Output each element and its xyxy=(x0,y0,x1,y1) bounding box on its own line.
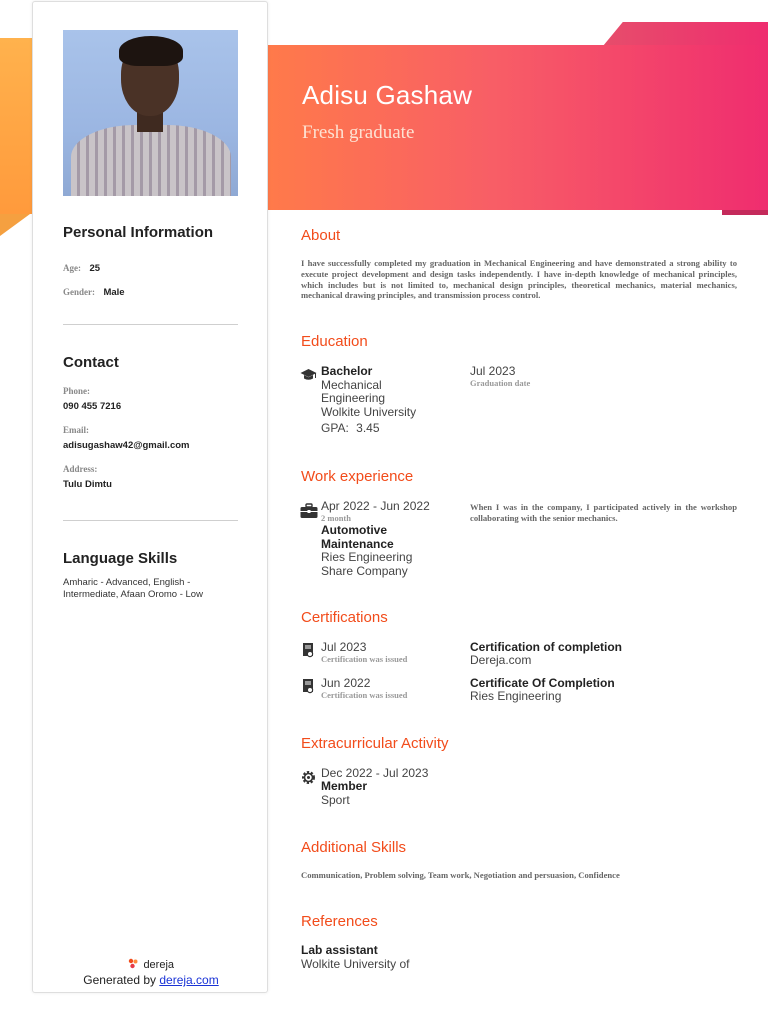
banner-tail-accent xyxy=(722,210,768,215)
work-description: When I was in the company, I participated actively in the workshop collaborating with the senior mechanics. xyxy=(470,502,737,523)
field-line-1: Mechanical xyxy=(321,378,382,392)
work-company-line-2: Share Company xyxy=(321,564,408,578)
about-heading: About xyxy=(301,227,341,244)
dereja-logo-icon xyxy=(128,956,139,967)
age-value: 25 xyxy=(89,263,101,274)
skills-text: Communication, Problem solving, Team work, Negotiation and persuasion, Confidence xyxy=(301,870,620,880)
graduation-date-note: Graduation date xyxy=(470,378,531,388)
certificate-icon xyxy=(300,678,317,695)
degree: Bachelor xyxy=(321,364,373,378)
gender-label: Gender: xyxy=(63,287,95,297)
cert-1-note: Certification was issued xyxy=(321,654,408,664)
work-heading: Work experience xyxy=(301,468,414,485)
cert-1-name: Certification of completion xyxy=(470,640,623,654)
sidebar-divider xyxy=(63,324,238,325)
phone-value: 090 455 7216 xyxy=(63,401,122,412)
extracurricular-period: Dec 2022 - Jul 2023 xyxy=(321,766,429,780)
education-heading: Education xyxy=(301,333,368,350)
gpa-label: GPA: xyxy=(321,421,349,435)
work-duration: 2 month xyxy=(321,513,351,523)
gender-row xyxy=(63,282,125,300)
top-right-accent xyxy=(603,22,768,46)
cert-2-name: Certificate Of Completion xyxy=(470,676,615,690)
phone-label: Phone: xyxy=(63,386,90,396)
address-label: Address: xyxy=(63,464,98,474)
language-skills-text: Amharic - Advanced, English - Intermediate, Afaan Oromo - Low xyxy=(63,577,203,600)
work-role-line-2: Maintenance xyxy=(321,537,394,551)
work-period: Apr 2022 - Jun 2022 xyxy=(321,499,430,513)
dereja-link[interactable]: dereja.com xyxy=(159,973,219,987)
profile-photo xyxy=(63,30,238,196)
extracurricular-activity: Sport xyxy=(321,793,350,807)
contact-heading: Contact xyxy=(63,354,119,371)
cert-2-issuer: Ries Engineering xyxy=(470,689,562,703)
dereja-logo xyxy=(33,955,269,973)
language-skills-heading: Language Skills xyxy=(63,550,178,567)
generated-by-label: Generated by xyxy=(83,973,156,987)
graduation-cap-icon xyxy=(300,366,317,383)
about-text: I have successfully completed my graduation in Mechanical Engineering and have demonstrated a strong ability to execute project development and design tasks independently. I have in-depth knowledge of mechanical principles, which includes but is not limited to, mechanical design principles, theoretical mechanics, material mechanics, mechanical drawing principles, and transmission process control. xyxy=(301,258,737,301)
dereja-logo-text: dereja xyxy=(143,959,175,971)
reference-org: Wolkite University of xyxy=(301,957,410,971)
cert-2-date: Jun 2022 xyxy=(321,676,371,690)
age-row xyxy=(63,258,100,276)
personal-info-heading: Personal Information xyxy=(63,224,214,241)
gender-value: Male xyxy=(103,287,125,298)
certifications-heading: Certifications xyxy=(301,609,388,626)
gear-icon xyxy=(300,769,317,786)
field-line-2: Engineering xyxy=(321,391,386,405)
sidebar-card xyxy=(32,1,268,993)
gpa-value: 3.45 xyxy=(356,421,380,435)
age-label: Age: xyxy=(63,263,81,273)
reference-role: Lab assistant xyxy=(301,943,378,957)
generated-by xyxy=(33,973,269,987)
certificate-icon xyxy=(300,642,317,659)
gpa-row xyxy=(321,422,380,436)
extracurricular-role: Member xyxy=(321,779,368,793)
candidate-title: Fresh graduate xyxy=(302,122,415,143)
extracurricular-heading: Extracurricular Activity xyxy=(301,735,449,752)
email-label: Email: xyxy=(63,425,89,435)
email-value[interactable]: adisugashaw42@gmail.com xyxy=(63,440,190,451)
sidebar-divider xyxy=(63,520,238,521)
work-company-line-1: Ries Engineering xyxy=(321,550,413,564)
work-role-line-1: Automotive xyxy=(321,523,387,537)
cert-1-date: Jul 2023 xyxy=(321,640,367,654)
references-heading: References xyxy=(301,913,378,930)
school: Wolkite University xyxy=(321,405,417,419)
candidate-name: Adisu Gashaw xyxy=(302,80,473,110)
graduation-date: Jul 2023 xyxy=(470,364,516,378)
skills-heading: Additional Skills xyxy=(301,839,407,856)
cert-1-issuer: Dereja.com xyxy=(470,653,532,667)
cert-2-note: Certification was issued xyxy=(321,690,408,700)
briefcase-icon xyxy=(300,502,317,519)
address-value: Tulu Dimtu xyxy=(63,479,112,490)
